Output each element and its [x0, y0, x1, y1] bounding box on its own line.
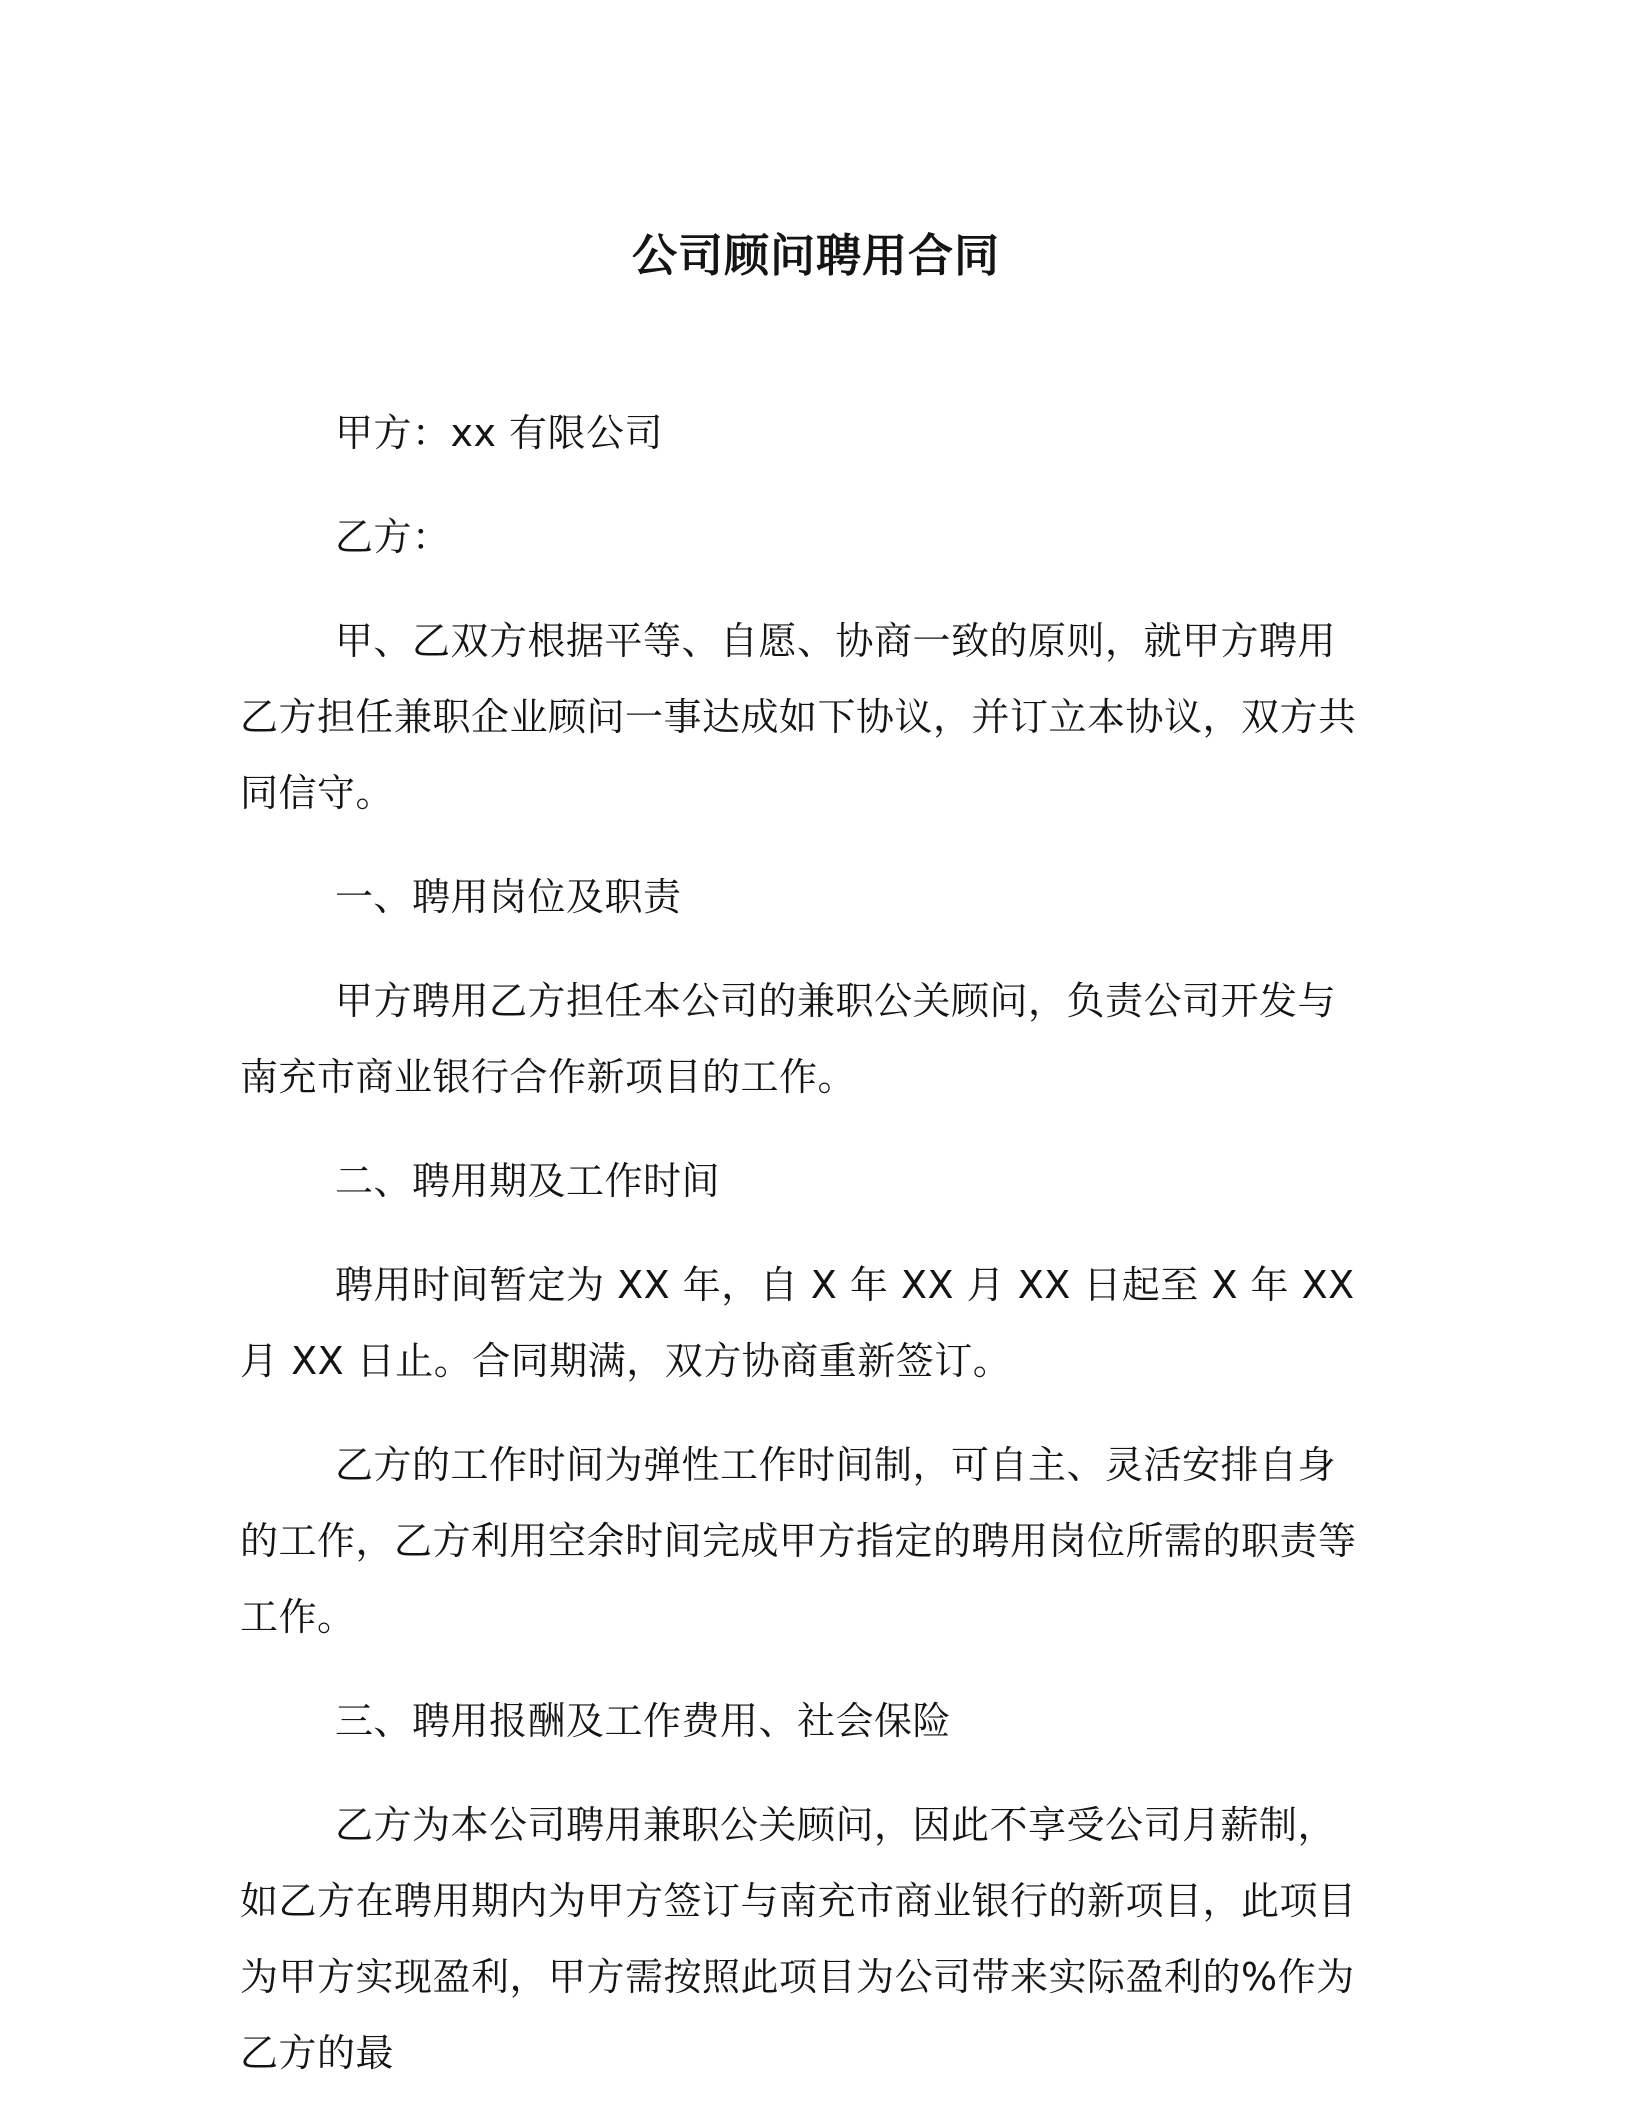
intro-paragraph: 甲、乙双方根据平等、自愿、协商一致的原则，就甲方聘用乙方担任兼职企业顾问一事达成如下协议，并订立本协议，双方共同信守。	[240, 619, 1357, 815]
party-b-line: 乙方：	[335, 515, 451, 559]
section-heading-2: 二、聘用期及工作时间	[335, 1159, 721, 1203]
section-1-paragraph: 甲方聘用乙方担任本公司的兼职公关顾问，负责公司开发与南充市商业银行合作新项目的工作。	[240, 979, 1337, 1099]
section-3-paragraph-1: 乙方为本公司聘用兼职公关顾问，因此不享受公司月薪制，如乙方在聘用期内为甲方签订与南充市商业银行的新项目，此项目为甲方实现盈利，甲方需按照此项目为公司带来实际盈利的%作为乙方的最	[240, 1803, 1357, 2075]
section-2-paragraph-1: 聘用时间暂定为 XX 年，自 X 年 XX 月 XX 日起至 X 年 XX 月 XX 日止。合同期满，双方协商重新签订。	[240, 1263, 1355, 1383]
section-2-paragraph-2: 乙方的工作时间为弹性工作时间制，可自主、灵活安排自身的工作，乙方利用空余时间完成甲方指定的聘用岗位所需的职责等工作。	[240, 1443, 1357, 1639]
document-body	[240, 395, 1368, 2119]
section-heading-1: 一、聘用岗位及职责	[335, 875, 682, 919]
section-heading-3: 三、聘用报酬及工作费用、社会保险	[335, 1699, 952, 1743]
document-title: 公司顾问聘用合同	[631, 229, 1000, 282]
party-a-line: 甲方：xx 有限公司	[335, 411, 664, 455]
